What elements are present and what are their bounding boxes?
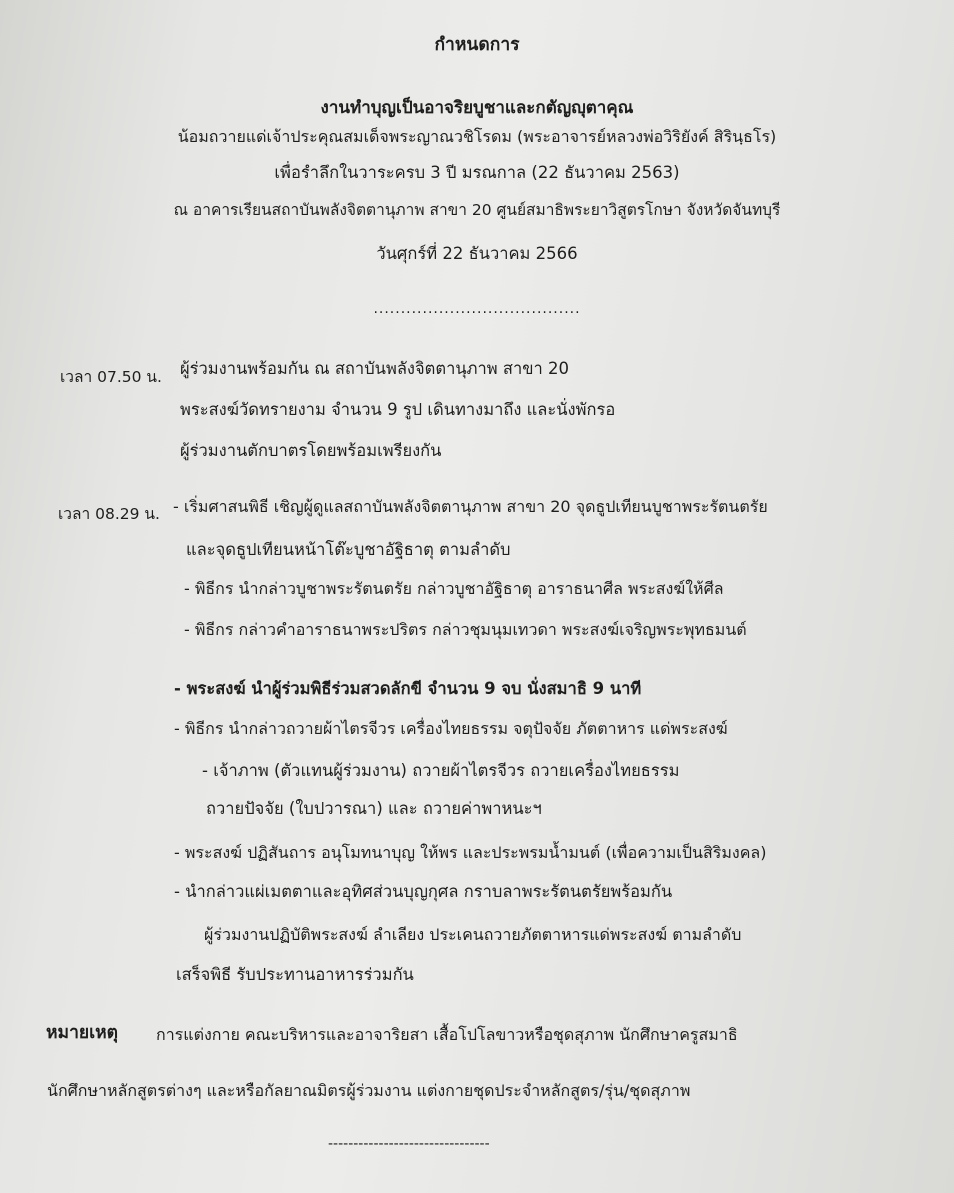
header-divider: ...................................... [373, 301, 581, 317]
time-0829: เวลา 08.29 น. [58, 505, 160, 523]
note-line: การแต่งกาย คณะบริหารและอาจาริยสา เสื้อโปโลขาวหรือชุดสุภาพ นักศึกษาครูสมาธิ [156, 1025, 738, 1044]
document-title: กำหนดการ [434, 35, 520, 55]
schedule-item-highlight: - พระสงฆ์ นำผู้ร่วมพิธีร่วมสวดลักขี จำนวน 9 จบ นั่งสมาธิ 9 นาที [174, 679, 642, 698]
schedule-item: - พิธีกร กล่าวคำอาราธนาพระปริตร กล่าวชุมนุมเทวดา พระสงฆ์เจริญพระพุทธมนต์ [184, 620, 747, 639]
time-0750: เวลา 07.50 น. [60, 368, 162, 386]
schedule-item: ถวายปัจจัย (ใบปวารณา) และ ถวายค่าพาหนะฯ [206, 799, 542, 818]
schedule-item: ผู้ร่วมงานตักบาตรโดยพร้อมเพรียงกัน [180, 441, 442, 460]
schedule-item: ผู้ร่วมงานพร้อมกัน ณ สถาบันพลังจิตตานุภาพ สาขา 20 [180, 359, 570, 378]
event-name: งานทำบุญเป็นอาจริยบูชาและกตัญญุตาคุณ [320, 98, 634, 118]
occasion-line: เพื่อรำลึกในวาระครบ 3 ปี มรณกาล (22 ธันวาคม 2563) [274, 163, 680, 182]
dedication-line: น้อมถวายแด่เจ้าประคุณสมเด็จพระญาณวชิโรดม (พระอาจารย์หลวงพ่อวิริยังค์ สิรินฺธโร) [177, 127, 777, 146]
footer-divider: -------------------------------- [328, 1136, 490, 1152]
venue-line: ณ อาคารเรียนสถาบันพลังจิตตานุภาพ สาขา 20 ศูนย์สมาธิพระยาวิสูตรโกษา จังหวัดจันทบุรี [173, 201, 781, 219]
schedule-item: - พิธีกร นำกล่าวบูชาพระรัตนตรัย กล่าวบูชาอัฐิธาตุ อาราธนาศีล พระสงฆ์ให้ศีล [184, 579, 724, 598]
schedule-item: - พระสงฆ์ ปฏิสันถาร อนุโมทนาบุญ ให้พร และประพรมน้ำมนต์ (เพื่อความเป็นสิริมงคล) [174, 843, 767, 862]
schedule-item: พระสงฆ์วัดทรายงาม จำนวน 9 รูป เดินทางมาถึง และนั่งพักรอ [180, 400, 616, 419]
schedule-item: - เริ่มศาสนพิธี เชิญผู้ดูแลสถาบันพลังจิตตานุภาพ สาขา 20 จุดธูปเทียนบูชาพระรัตนตรัย [173, 497, 768, 516]
schedule-item: และจุดธูปเทียนหน้าโต๊ะบูชาอัฐิธาตุ ตามลำดับ [186, 540, 511, 559]
schedule-item: เสร็จพิธี รับประทานอาหารร่วมกัน [176, 965, 414, 984]
schedule-item: - เจ้าภาพ (ตัวแทนผู้ร่วมงาน) ถวายผ้าไตรจีวร ถวายเครื่องไทยธรรม [202, 761, 680, 780]
schedule-item: - นำกล่าวแผ่เมตตาและอุทิศส่วนบุญกุศล กราบลาพระรัตนตรัยพร้อมกัน [174, 882, 673, 901]
schedule-item: - พิธีกร นำกล่าวถวายผ้าไตรจีวร เครื่องไทยธรรม จตุปัจจัย ภัตตาหาร แด่พระสงฆ์ [174, 719, 728, 738]
schedule-item: ผู้ร่วมงานปฏิบัติพระสงฆ์ ลำเลียง ประเคนถวายภัตตาหารแด่พระสงฆ์ ตามลำดับ [204, 925, 742, 944]
note-line: นักศึกษาหลักสูตรต่างๆ และหรือกัลยาณมิตรผู้ร่วมงาน แต่งกายชุดประจำหลักสูตร/รุ่น/ชุดสุภาพ [47, 1081, 691, 1100]
date-line: วันศุกร์ที่ 22 ธันวาคม 2566 [376, 244, 578, 263]
note-label: หมายเหตุ [46, 1023, 119, 1043]
